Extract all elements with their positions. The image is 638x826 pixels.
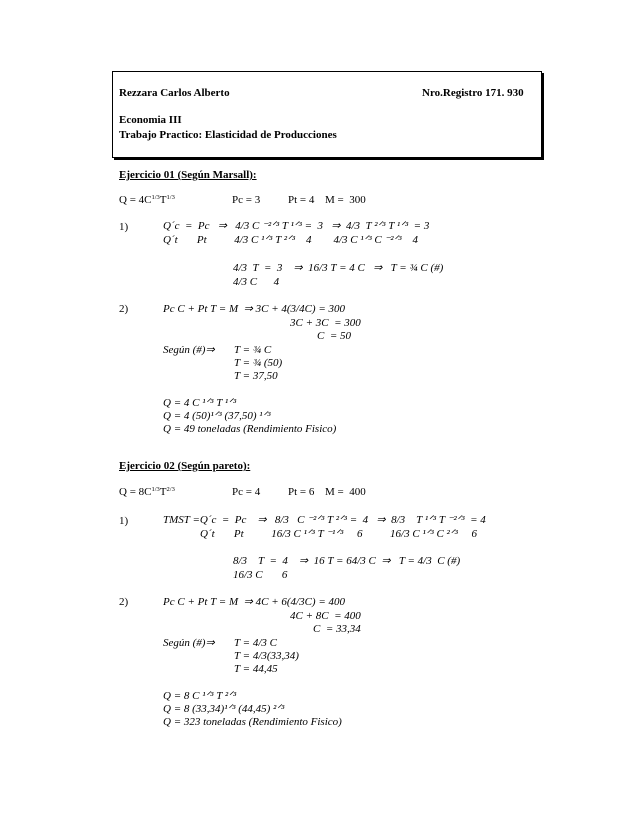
- exercise-2-q-line-3: Q = 323 toneladas (Rendimiento Fisico): [163, 716, 342, 728]
- exercise-1-budget-line: Pc C + Pt T = M ⇒ 3C + 4(3/4C) = 300: [163, 303, 346, 315]
- exercise-2-step-2-number: 2): [119, 596, 129, 608]
- registro-number: Nro.Registro 171. 930: [422, 87, 524, 99]
- exercise-1-title: Ejercicio 01 (Según Marsall):: [119, 169, 257, 181]
- exercise-2-t-line-1: T = 4/3 C: [234, 637, 277, 649]
- exercise-1-q-line-2: Q = 4 (50)¹ᐟ³ (37,50) ¹ᐟ³: [163, 410, 271, 422]
- exercise-2-step-1-equation-bottom: Q´t Pt 16/3 C ¹ᐟ³ T ⁻¹ᐟ³ 6 16/3 C ¹ᐟ³ C ²ᐟ³ 6: [200, 528, 478, 540]
- exercise-2-t-line-3: T = 44,45: [234, 663, 278, 675]
- exercise-1-t-line-3: T = 37,50: [234, 370, 278, 382]
- exercise-2-budget-line-2: 4C + 8C = 400: [290, 610, 361, 622]
- exercise-1-step-1-equation-top: Q´c = Pc ⇒ 4/3 C ⁻²ᐟ³ T ¹ᐟ³ = 3 ⇒ 4/3 T ²ᐟ³ T ¹ᐟ³ = 3: [163, 220, 430, 232]
- exercise-2-step-1-number: 1): [119, 515, 129, 527]
- exercise-1-t-line-2: T = ¾ (50): [234, 357, 283, 369]
- author-name: Rezzara Carlos Alberto: [119, 87, 230, 99]
- exercise-2-q-line-2: Q = 8 (33,34)¹ᐟ³ (44,45) ²ᐟ³: [163, 703, 285, 715]
- exercise-2-step-1-result-top: 8/3 T = 4 ⇒ 16 T = 64/3 C ⇒ T = 4/3 C (#): [233, 555, 461, 567]
- exercise-2-step-1-result-bottom: 16/3 C 6: [233, 569, 288, 581]
- exercise-2-step-1-equation-top: TMST =Q´c = Pc ⇒ 8/3 C ⁻²ᐟ³ T ²ᐟ³ = 4 ⇒ 8/3 T ¹ᐟ³ T ⁻²ᐟ³ = 4: [163, 514, 486, 526]
- exercise-1-pt: Pt = 4: [288, 194, 315, 206]
- exercise-1-q-line-1: Q = 4 C ¹ᐟ³ T ¹ᐟ³: [163, 397, 237, 409]
- exercise-2-pc: Pc = 4: [232, 486, 261, 498]
- exercise-1-step-1-equation-bottom: Q´t Pt 4/3 C ¹ᐟ³ T ²ᐟ³ 4 4/3 C ¹ᐟ³ C ⁻²ᐟ³ 4: [163, 234, 419, 246]
- exercise-1-step-1-number: 1): [119, 221, 129, 233]
- exercise-2-pt: Pt = 6: [288, 486, 315, 498]
- exercise-1-pc: Pc = 3: [232, 194, 261, 206]
- exercise-2-segun: Según (#)⇒: [163, 637, 215, 649]
- exercise-2-c-value: C = 33,34: [313, 623, 361, 635]
- exercise-1-m: M = 300: [325, 194, 366, 206]
- exercise-1-q-line-3: Q = 49 toneladas (Rendimiento Fisico): [163, 423, 337, 435]
- exercise-1-segun: Según (#)⇒: [163, 344, 215, 356]
- exercise-2-production-function: $Q = 8C^{1/3}T^{2/3}$: [119, 486, 175, 498]
- exercise-2-t-line-2: T = 4/3(33,34): [234, 650, 299, 662]
- exercise-1-c-value: C = 50: [317, 330, 352, 342]
- exercise-2-m: M = 400: [325, 486, 366, 498]
- exercise-1-budget-line-2: 3C + 3C = 300: [290, 317, 361, 329]
- exercise-2-budget-line: Pc C + Pt T = M ⇒ 4C + 6(4/3C) = 400: [163, 596, 346, 608]
- course-name: Economia III: [119, 114, 182, 126]
- assignment-title: Trabajo Practico: Elasticidad de Producciones: [119, 129, 337, 141]
- exercise-2-q-line-1: Q = 8 C ¹ᐟ³ T ²ᐟ³: [163, 690, 237, 702]
- exercise-1-step-1-result-top: 4/3 T = 3 ⇒ 16/3 T = 4 C ⇒ T = ¾ C (#): [233, 262, 444, 274]
- exercise-1-step-1-result-bottom: 4/3 C 4: [233, 276, 280, 288]
- exercise-1-t-line-1: T = ¾ C: [234, 344, 272, 356]
- exercise-2-title: Ejercicio 02 (Según pareto):: [119, 460, 251, 472]
- exercise-1-production-function: $Q = 4C^{1/3}T^{1/3}$: [119, 194, 175, 206]
- exercise-1-step-2-number: 2): [119, 303, 129, 315]
